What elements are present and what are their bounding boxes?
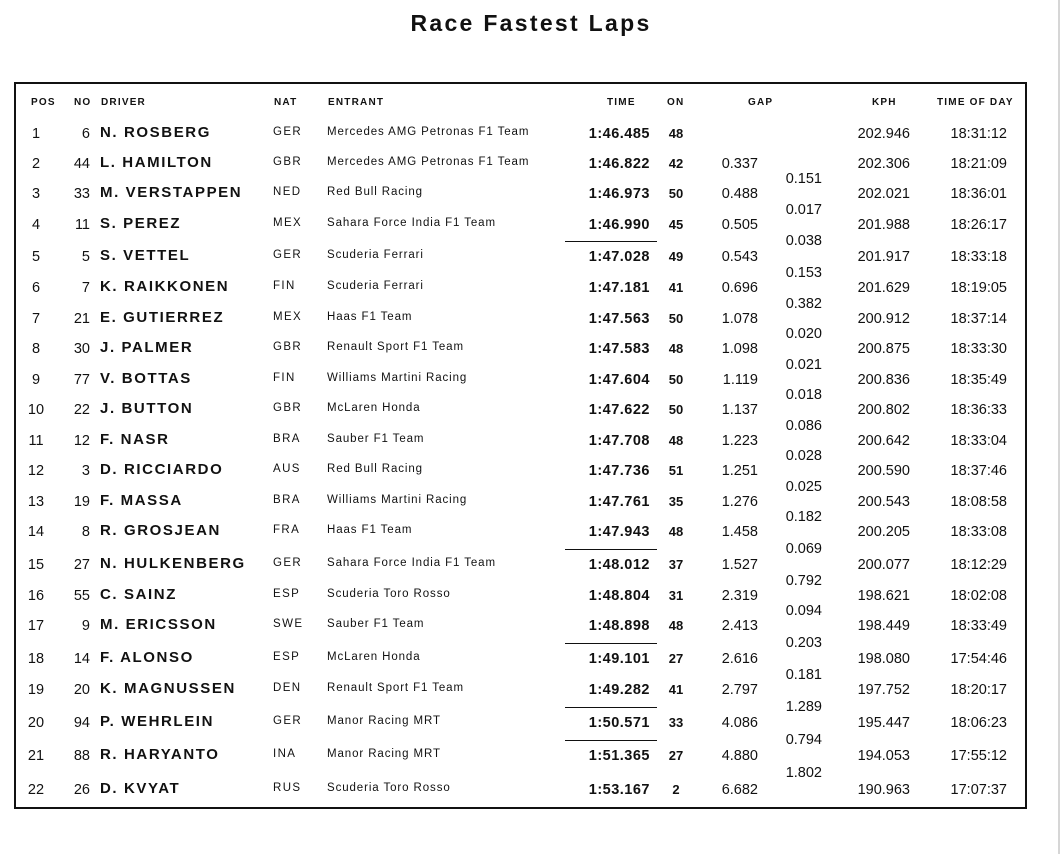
row-pos: 17 [27,618,45,634]
group-separator [565,643,657,644]
row-nationality: SWE [273,618,304,630]
row-driver: N. ROSBERG [100,124,212,141]
row-kph: 202.021 [857,186,910,202]
row-on-lap: 48 [668,341,684,356]
row-on-lap: 27 [668,748,684,763]
row-number: 21 [73,311,90,327]
row-driver: J. BUTTON [100,400,194,417]
row-number: 26 [73,782,90,798]
row-time-of-day: 18:33:49 [950,618,1007,634]
row-number: 55 [73,588,90,604]
row-entrant: Renault Sport F1 Team [327,341,464,353]
row-on-lap: 49 [668,249,684,264]
row-entrant: Red Bull Racing [327,463,423,475]
row-number: 5 [81,249,90,265]
row-entrant: Haas F1 Team [327,524,413,536]
row-interval: 0.018 [785,387,822,403]
row-entrant: Sahara Force India F1 Team [327,217,496,229]
row-driver: F. NASR [100,431,170,448]
row-lap-time: 1:46.973 [588,186,650,202]
row-gap: 1.078 [721,311,758,327]
row-time-of-day: 18:33:08 [950,524,1007,540]
group-separator [565,241,657,242]
row-interval: 0.792 [785,573,822,589]
row-nationality: AUS [273,463,301,475]
row-driver: M. VERSTAPPEN [100,184,243,201]
row-interval: 0.794 [785,732,822,748]
row-driver: S. VETTEL [100,247,191,264]
row-gap: 0.488 [721,186,758,202]
row-pos: 11 [28,433,44,449]
row-lap-time: 1:49.101 [588,651,650,667]
row-driver: F. ALONSO [100,649,194,666]
row-number: 94 [73,715,90,731]
row-entrant: McLaren Honda [327,651,421,663]
row-lap-time: 1:46.822 [588,156,650,172]
row-gap: 1.098 [721,341,758,357]
row-kph: 198.449 [857,618,910,634]
row-driver: R. GROSJEAN [100,522,221,539]
row-interval: 0.017 [785,202,822,218]
row-kph: 200.590 [857,463,910,479]
row-lap-time: 1:46.990 [588,217,650,233]
row-interval: 0.086 [785,418,822,434]
row-gap: 2.616 [721,651,758,667]
row-gap: 2.319 [721,588,758,604]
row-number: 14 [73,651,90,667]
row-pos: 4 [31,217,41,233]
row-kph: 202.946 [857,126,910,142]
row-pos: 6 [31,280,41,296]
row-driver: K. RAIKKONEN [100,278,230,295]
row-lap-time: 1:51.365 [588,748,650,764]
row-lap-time: 1:47.761 [588,494,650,510]
row-gap: 6.682 [721,782,758,798]
row-kph: 201.917 [857,249,910,265]
row-number: 6 [81,126,90,142]
header-pos: POS [31,97,56,108]
row-driver: K. MAGNUSSEN [100,680,236,697]
row-time-of-day: 18:12:29 [950,557,1007,573]
row-lap-time: 1:47.943 [588,524,650,540]
row-kph: 198.621 [857,588,910,604]
row-driver: D. RICCIARDO [100,461,224,478]
row-pos: 14 [27,524,45,540]
row-time-of-day: 18:20:17 [950,682,1007,698]
row-lap-time: 1:47.604 [588,372,650,388]
group-separator [565,740,657,741]
row-pos: 7 [31,311,41,327]
row-time-of-day: 18:36:01 [950,186,1007,202]
row-time-of-day: 18:35:49 [950,372,1007,388]
row-number: 22 [73,402,90,418]
row-on-lap: 2 [672,782,680,797]
row-entrant: Williams Martini Racing [327,494,468,506]
row-time-of-day: 18:19:05 [950,280,1007,296]
row-number: 3 [81,463,90,479]
row-nationality: MEX [273,217,303,229]
row-nationality: BRA [273,494,301,506]
row-time-of-day: 18:26:17 [950,217,1007,233]
row-nationality: MEX [273,311,303,323]
row-lap-time: 1:47.028 [588,249,650,265]
row-nationality: DEN [273,682,302,694]
row-time-of-day: 18:37:14 [950,311,1007,327]
row-pos: 22 [27,782,45,798]
row-interval: 1.289 [785,699,822,715]
row-nationality: GBR [273,341,303,353]
header-no: NO [74,97,92,108]
row-lap-time: 1:53.167 [588,782,650,798]
row-kph: 197.752 [857,682,910,698]
row-entrant: McLaren Honda [327,402,421,414]
row-pos: 3 [31,186,41,202]
row-number: 7 [81,280,90,296]
row-interval: 0.038 [785,233,822,249]
row-entrant: Mercedes AMG Petronas F1 Team [327,126,530,138]
row-kph: 200.912 [857,311,910,327]
row-nationality: GER [273,126,303,138]
row-kph: 200.205 [857,524,910,540]
row-interval: 0.021 [785,357,822,373]
row-driver: S. PEREZ [100,215,182,232]
row-kph: 198.080 [857,651,910,667]
row-gap: 0.543 [721,249,758,265]
row-entrant: Scuderia Ferrari [327,280,424,292]
row-driver: R. HARYANTO [100,746,220,763]
row-entrant: Manor Racing MRT [327,715,441,727]
row-lap-time: 1:48.898 [588,618,650,634]
row-time-of-day: 18:33:18 [950,249,1007,265]
row-nationality: GER [273,715,303,727]
row-lap-time: 1:49.282 [588,682,650,698]
row-pos: 13 [27,494,45,510]
row-time-of-day: 18:31:12 [950,126,1007,142]
row-gap: 4.880 [721,748,758,764]
row-kph: 200.802 [857,402,910,418]
row-entrant: Scuderia Ferrari [327,249,424,261]
row-lap-time: 1:47.583 [588,341,650,357]
row-number: 11 [74,217,90,233]
row-number: 12 [73,433,90,449]
row-lap-time: 1:47.736 [588,463,650,479]
row-entrant: Sauber F1 Team [327,618,425,630]
row-on-lap: 27 [668,651,684,666]
row-nationality: GBR [273,156,303,168]
row-driver: E. GUTIERREZ [100,309,225,326]
row-gap: 1.458 [721,524,758,540]
row-interval: 0.181 [785,667,822,683]
row-kph: 200.836 [857,372,910,388]
row-driver: V. BOTTAS [100,370,192,387]
row-pos: 9 [31,372,41,388]
row-lap-time: 1:50.571 [588,715,650,731]
row-time-of-day: 18:06:23 [950,715,1007,731]
row-entrant: Sauber F1 Team [327,433,425,445]
row-driver: N. HULKENBERG [100,555,246,572]
row-gap: 1.251 [721,463,758,479]
row-on-lap: 50 [668,311,684,326]
header-time: TIME [607,97,636,108]
row-on-lap: 41 [668,280,684,295]
row-nationality: NED [273,186,302,198]
row-nationality: GBR [273,402,303,414]
row-kph: 200.543 [857,494,910,510]
row-entrant: Manor Racing MRT [327,748,441,760]
row-nationality: FRA [273,524,301,536]
row-number: 88 [73,748,90,764]
row-gap: 1.137 [721,402,758,418]
row-pos: 15 [27,557,45,573]
row-nationality: GER [273,249,303,261]
row-driver: P. WEHRLEIN [100,713,215,730]
row-lap-time: 1:47.708 [588,433,650,449]
row-pos: 21 [27,748,45,764]
header-entrant: ENTRANT [328,97,385,108]
row-entrant: Renault Sport F1 Team [327,682,464,694]
row-nationality: GER [273,557,303,569]
row-interval: 1.802 [785,765,822,781]
row-on-lap: 42 [668,156,684,171]
row-entrant: Scuderia Toro Rosso [327,782,451,794]
row-interval: 0.382 [785,296,822,312]
row-nationality: FIN [273,280,296,292]
row-gap: 4.086 [721,715,758,731]
row-entrant: Sahara Force India F1 Team [327,557,496,569]
row-interval: 0.069 [785,541,822,557]
row-interval: 0.094 [785,603,822,619]
row-time-of-day: 17:54:46 [950,651,1007,667]
row-interval: 0.151 [785,171,822,187]
row-interval: 0.028 [785,448,822,464]
row-driver: J. PALMER [100,339,194,356]
row-on-lap: 33 [668,715,684,730]
row-nationality: ESP [273,588,301,600]
row-time-of-day: 18:36:33 [950,402,1007,418]
row-pos: 19 [27,682,45,698]
header-gap: GAP [748,97,774,108]
group-separator [565,549,657,550]
row-entrant: Haas F1 Team [327,311,413,323]
row-gap: 0.505 [721,217,758,233]
row-entrant: Williams Martini Racing [327,372,468,384]
row-kph: 201.988 [857,217,910,233]
row-on-lap: 35 [668,494,684,509]
row-on-lap: 50 [668,372,684,387]
row-gap: 1.119 [722,372,758,388]
row-on-lap: 48 [668,618,684,633]
row-interval: 0.020 [785,326,822,342]
row-pos: 16 [27,588,45,604]
row-lap-time: 1:47.622 [588,402,650,418]
row-interval: 0.182 [785,509,822,525]
header-nat: NAT [274,97,298,108]
row-pos: 20 [27,715,45,731]
row-on-lap: 31 [668,588,684,603]
row-lap-time: 1:48.012 [588,557,650,573]
row-number: 8 [81,524,90,540]
row-on-lap: 45 [668,217,684,232]
row-nationality: BRA [273,433,301,445]
row-lap-time: 1:47.563 [588,311,650,327]
row-pos: 12 [27,463,45,479]
row-driver: C. SAINZ [100,586,177,603]
row-time-of-day: 18:33:30 [950,341,1007,357]
row-kph: 201.629 [857,280,910,296]
row-gap: 1.276 [721,494,758,510]
row-pos: 5 [31,249,41,265]
row-time-of-day: 17:55:12 [950,748,1007,764]
row-lap-time: 1:46.485 [588,126,650,142]
row-gap: 2.413 [721,618,758,634]
row-driver: F. MASSA [100,492,183,509]
row-gap: 0.696 [721,280,758,296]
row-entrant: Scuderia Toro Rosso [327,588,451,600]
row-gap: 2.797 [721,682,758,698]
row-gap: 0.337 [721,156,758,172]
header-time-of-day: TIME OF DAY [937,97,1014,108]
row-time-of-day: 18:02:08 [950,588,1007,604]
row-kph: 195.447 [857,715,910,731]
row-on-lap: 50 [668,402,684,417]
row-on-lap: 50 [668,186,684,201]
row-time-of-day: 18:08:58 [950,494,1007,510]
row-kph: 200.642 [857,433,910,449]
row-pos: 1 [31,126,41,142]
row-time-of-day: 18:37:46 [950,463,1007,479]
group-separator [565,707,657,708]
row-kph: 200.077 [857,557,910,573]
row-nationality: FIN [273,372,296,384]
row-kph: 190.963 [857,782,910,798]
row-lap-time: 1:48.804 [588,588,650,604]
row-time-of-day: 18:33:04 [950,433,1007,449]
header-kph: KPH [872,97,897,108]
row-driver: L. HAMILTON [100,154,213,171]
row-on-lap: 48 [668,126,684,141]
row-lap-time: 1:47.181 [588,280,650,296]
row-on-lap: 41 [668,682,684,697]
row-on-lap: 48 [668,524,684,539]
row-kph: 200.875 [857,341,910,357]
row-interval: 0.153 [785,265,822,281]
row-number: 44 [73,156,90,172]
row-nationality: ESP [273,651,301,663]
row-kph: 194.053 [857,748,910,764]
row-pos: 18 [27,651,45,667]
row-nationality: INA [273,748,297,760]
row-pos: 2 [31,156,41,172]
row-nationality: RUS [273,782,302,794]
row-number: 19 [73,494,90,510]
row-on-lap: 37 [668,557,684,572]
row-gap: 1.223 [721,433,758,449]
row-entrant: Red Bull Racing [327,186,423,198]
row-driver: M. ERICSSON [100,616,217,633]
row-on-lap: 51 [668,463,684,478]
row-number: 30 [73,341,90,357]
header-on: ON [667,97,685,108]
row-number: 77 [73,372,90,388]
row-gap: 1.527 [721,557,758,573]
row-pos: 8 [31,341,41,357]
row-number: 33 [73,186,90,202]
row-interval: 0.203 [785,635,822,651]
row-interval: 0.025 [785,479,822,495]
row-time-of-day: 18:21:09 [950,156,1007,172]
row-driver: D. KVYAT [100,780,181,797]
row-pos: 10 [27,402,45,418]
page-edge [1058,0,1060,854]
page-title: Race Fastest Laps [410,10,652,36]
row-kph: 202.306 [857,156,910,172]
row-entrant: Mercedes AMG Petronas F1 Team [327,156,530,168]
row-number: 27 [73,557,90,573]
row-number: 20 [73,682,90,698]
row-time-of-day: 17:07:37 [950,782,1007,798]
header-driver: DRIVER [101,97,146,108]
row-on-lap: 48 [668,433,684,448]
row-number: 9 [81,618,90,634]
